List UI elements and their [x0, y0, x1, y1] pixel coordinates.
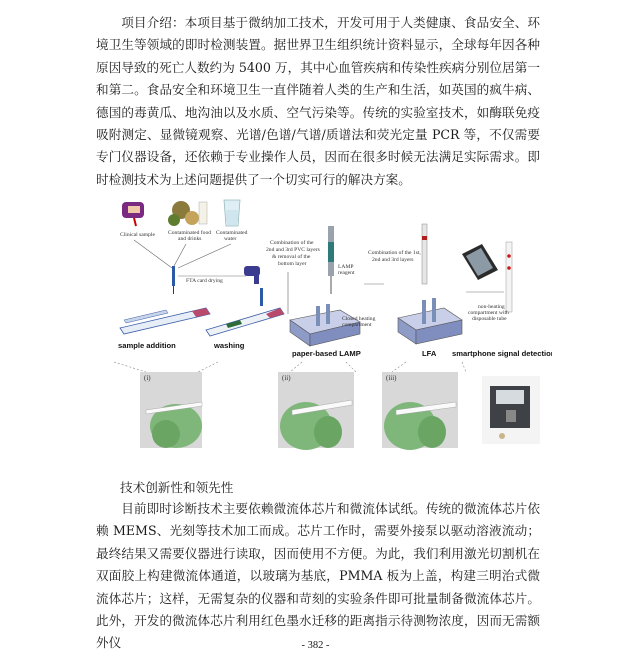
fta-label: FTA card drying: [186, 278, 223, 284]
photo-label-i: (i): [144, 374, 151, 382]
nonheating-line1: non-heating: [478, 304, 505, 310]
photo-label-iii: (iii): [386, 374, 397, 382]
step-label-paper-lamp: paper-based LAMP: [292, 349, 361, 358]
combo23-line3: & removal of the: [272, 254, 311, 260]
step-label-sample-addition: sample addition: [118, 341, 176, 350]
step-label-lfa: LFA: [422, 349, 437, 358]
combo1st-line1: Combination of the 1st,: [368, 250, 421, 256]
workflow-figure: [106, 196, 552, 461]
combo1st-line2: 2nd and 3rd layers: [372, 257, 414, 263]
contaminated-water-icon: [224, 200, 240, 226]
lfa-strip-icon: [422, 224, 427, 284]
intro-paragraph: 项目介绍：本项目基于微纳加工技术，开发可用于人类健康、食品安全、环境卫生等领域的即时检测装置。据世界卫生组织统计资料显示，全球每年因各种原因导致的死亡人数约为 5400 万，其中心血管疾病和传染性疾病分别位居第一和第二。食品安全和环境卫生一直伴随着人类的生产和生活，如英国的疯牛病、德国的毒黄瓜、地沟油以及水质、空气污染等。传统的实验室技术，如酶联免疫吸附测定、显微镜观察、光谱/色谱/气谱/质谱法和荧光定量 PCR 等，不仅需要专门仪器设备，还依赖于专业操作人员，因而在很多时候无法满足实际需求。即时检测技术为上述问题提供了一个切实可行的解决方案。: [96, 15, 540, 187]
step-label-smartphone: smartphone signal detection: [452, 349, 552, 358]
sample-label-food-line1: Contaminated food: [168, 230, 212, 236]
nonheating-line3: disposable tube: [472, 316, 507, 322]
sample-label-food-line2: and drinks: [178, 236, 202, 242]
step-label-washing: washing: [214, 341, 245, 350]
photo-ii: [278, 372, 354, 450]
sample-label-water-line1: Contaminated: [216, 230, 248, 236]
contaminated-food-icon: [168, 201, 207, 226]
lamp-reagent-line1: LAMP: [338, 264, 354, 270]
combo23-line1: Combination of the: [270, 240, 314, 246]
nonheating-line2: compartment with: [468, 310, 509, 316]
page-number: - 382 -: [301, 640, 330, 651]
closed-heating-line1: Closed heating: [342, 316, 376, 322]
combo23-line4: bottom layer: [278, 261, 307, 267]
test-strip-icon: [506, 242, 512, 312]
sample-label-clinical: Clinical sample: [120, 232, 155, 238]
section-heading: 技术创新性和领先性: [120, 480, 234, 495]
photo-i: [140, 372, 202, 448]
closed-heating-line2: compartment: [342, 322, 372, 328]
sample-label-water-line2: water: [224, 236, 237, 242]
section-paragraph: 目前即时诊断技术主要依赖微流体芯片和微流体试纸。传统的微流体芯片依赖 MEMS、光刻等技术加工而成。芯片工作时，需要外接泵以驱动溶液流动；最终结果又需要仪器进行读取，因而使用不方便。为此，我们利用激光切割机在双面胶上构建微流体通道，以玻璃为基底，PMMA 板为上盖，构建三明治式微流体芯片；这样，无需复杂的仪器和苛刻的实验条件即可批量制备微流体芯片。此外，开发的微流体芯片利用红色墨水迁移的距离指示待测物浓度，因而无需额外仪: [96, 501, 540, 651]
photo-device: [482, 376, 540, 444]
combo23-line2: 2nd and 3rd PVC layers: [266, 247, 320, 253]
lamp-reagent-line2: reagent: [338, 270, 355, 276]
photo-iii: [382, 372, 458, 450]
photo-label-ii: (ii): [282, 374, 291, 382]
